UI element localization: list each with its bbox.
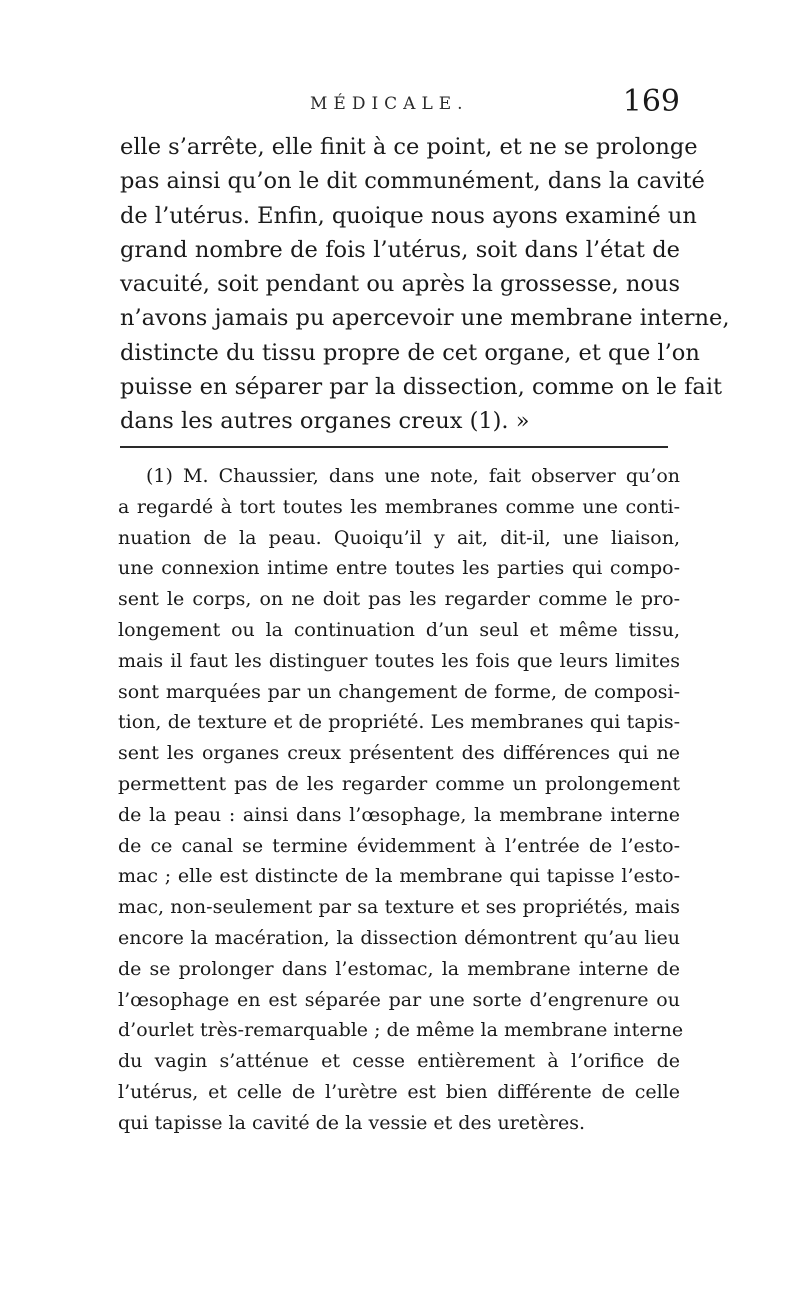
footnote-line: d’ourlet très-remarquable ; de même la membrane interne <box>118 1019 684 1042</box>
footnote-line: mac, non-seulement par sa texture et ses propriétés, mais <box>118 896 680 919</box>
footnote-line: de ce canal se termine évidemment à l’entrée de l’esto- <box>118 834 680 857</box>
main-text-line: dans les autres organes creux (1). » <box>120 408 530 435</box>
main-text-line: de l’utérus. Enfin, quoique nous ayons examiné un <box>120 202 697 229</box>
footnote-line: de la peau : ainsi dans l’œsophage, la membrane interne <box>118 803 680 826</box>
footnote <box>118 461 684 1139</box>
page-number: 169 <box>622 84 680 119</box>
footnote-line: longement ou la continuation d’un seul et même tissu, <box>118 618 680 641</box>
main-text-line: distincte du tissu propre de cet organe, et que l’on <box>120 339 700 366</box>
main-text-line: n’avons jamais pu apercevoir une membrane interne, <box>120 305 730 332</box>
footnote-line: une connexion intime entre toutes les parties qui compo- <box>118 557 680 580</box>
main-paragraph <box>120 130 730 439</box>
footnote-line: (1) M. Chaussier, dans une note, fait observer qu’on <box>146 465 680 487</box>
footnote-line: permettent pas de les regarder comme un prolongement <box>118 772 680 795</box>
footnote-line: nuation de la peau. Quoiqu’il y ait, dit-il, une liaison, <box>118 526 680 549</box>
footnote-line: mac ; elle est distincte de la membrane qui tapisse l’esto- <box>118 865 680 888</box>
main-text-line: grand nombre de fois l’utérus, soit dans l’état de <box>120 236 680 263</box>
footnote-line: du vagin s’atténue et cesse entièrement à l’orifice de <box>118 1050 680 1073</box>
running-title: MÉDICALE. <box>310 94 469 114</box>
main-text-line: vacuité, soit pendant ou après la grossesse, nous <box>120 271 680 298</box>
footnote-line: sent les organes creux présentent des différences qui ne <box>118 742 680 765</box>
footnote-line: de se prolonger dans l’estomac, la membrane interne de <box>118 957 680 980</box>
main-text-line: elle s’arrête, elle finit à ce point, et ne se prolonge <box>120 134 698 160</box>
footnote-line: a regardé à tort toutes les membranes comme une conti- <box>118 495 680 518</box>
main-text-line: puisse en séparer par la dissection, comme on le fait <box>120 374 723 401</box>
footnote-separator-rule <box>120 446 668 448</box>
footnote-line: encore la macération, la dissection démontrent qu’au lieu <box>118 926 680 949</box>
footnote-line: sont marquées par un changement de forme, de composi- <box>118 680 680 703</box>
footnote-line: mais il faut les distinguer toutes les fois que leurs limites <box>118 649 680 672</box>
footnote-line: l’utérus, et celle de l’urètre est bien différente de celle <box>118 1080 680 1103</box>
footnote-line: l’œsophage en est séparée par une sorte d’engrenure ou <box>118 988 680 1011</box>
running-head <box>120 84 680 128</box>
footnote-line: tion, de texture et de propriété. Les membranes qui tapis- <box>118 711 680 734</box>
footnote-line: sent le corps, on ne doit pas les regarder comme le pro- <box>118 588 680 611</box>
main-text-line: pas ainsi qu’on le dit communément, dans la cavité <box>120 168 705 195</box>
footnote-line: qui tapisse la cavité de la vessie et des uretères. <box>118 1111 586 1134</box>
